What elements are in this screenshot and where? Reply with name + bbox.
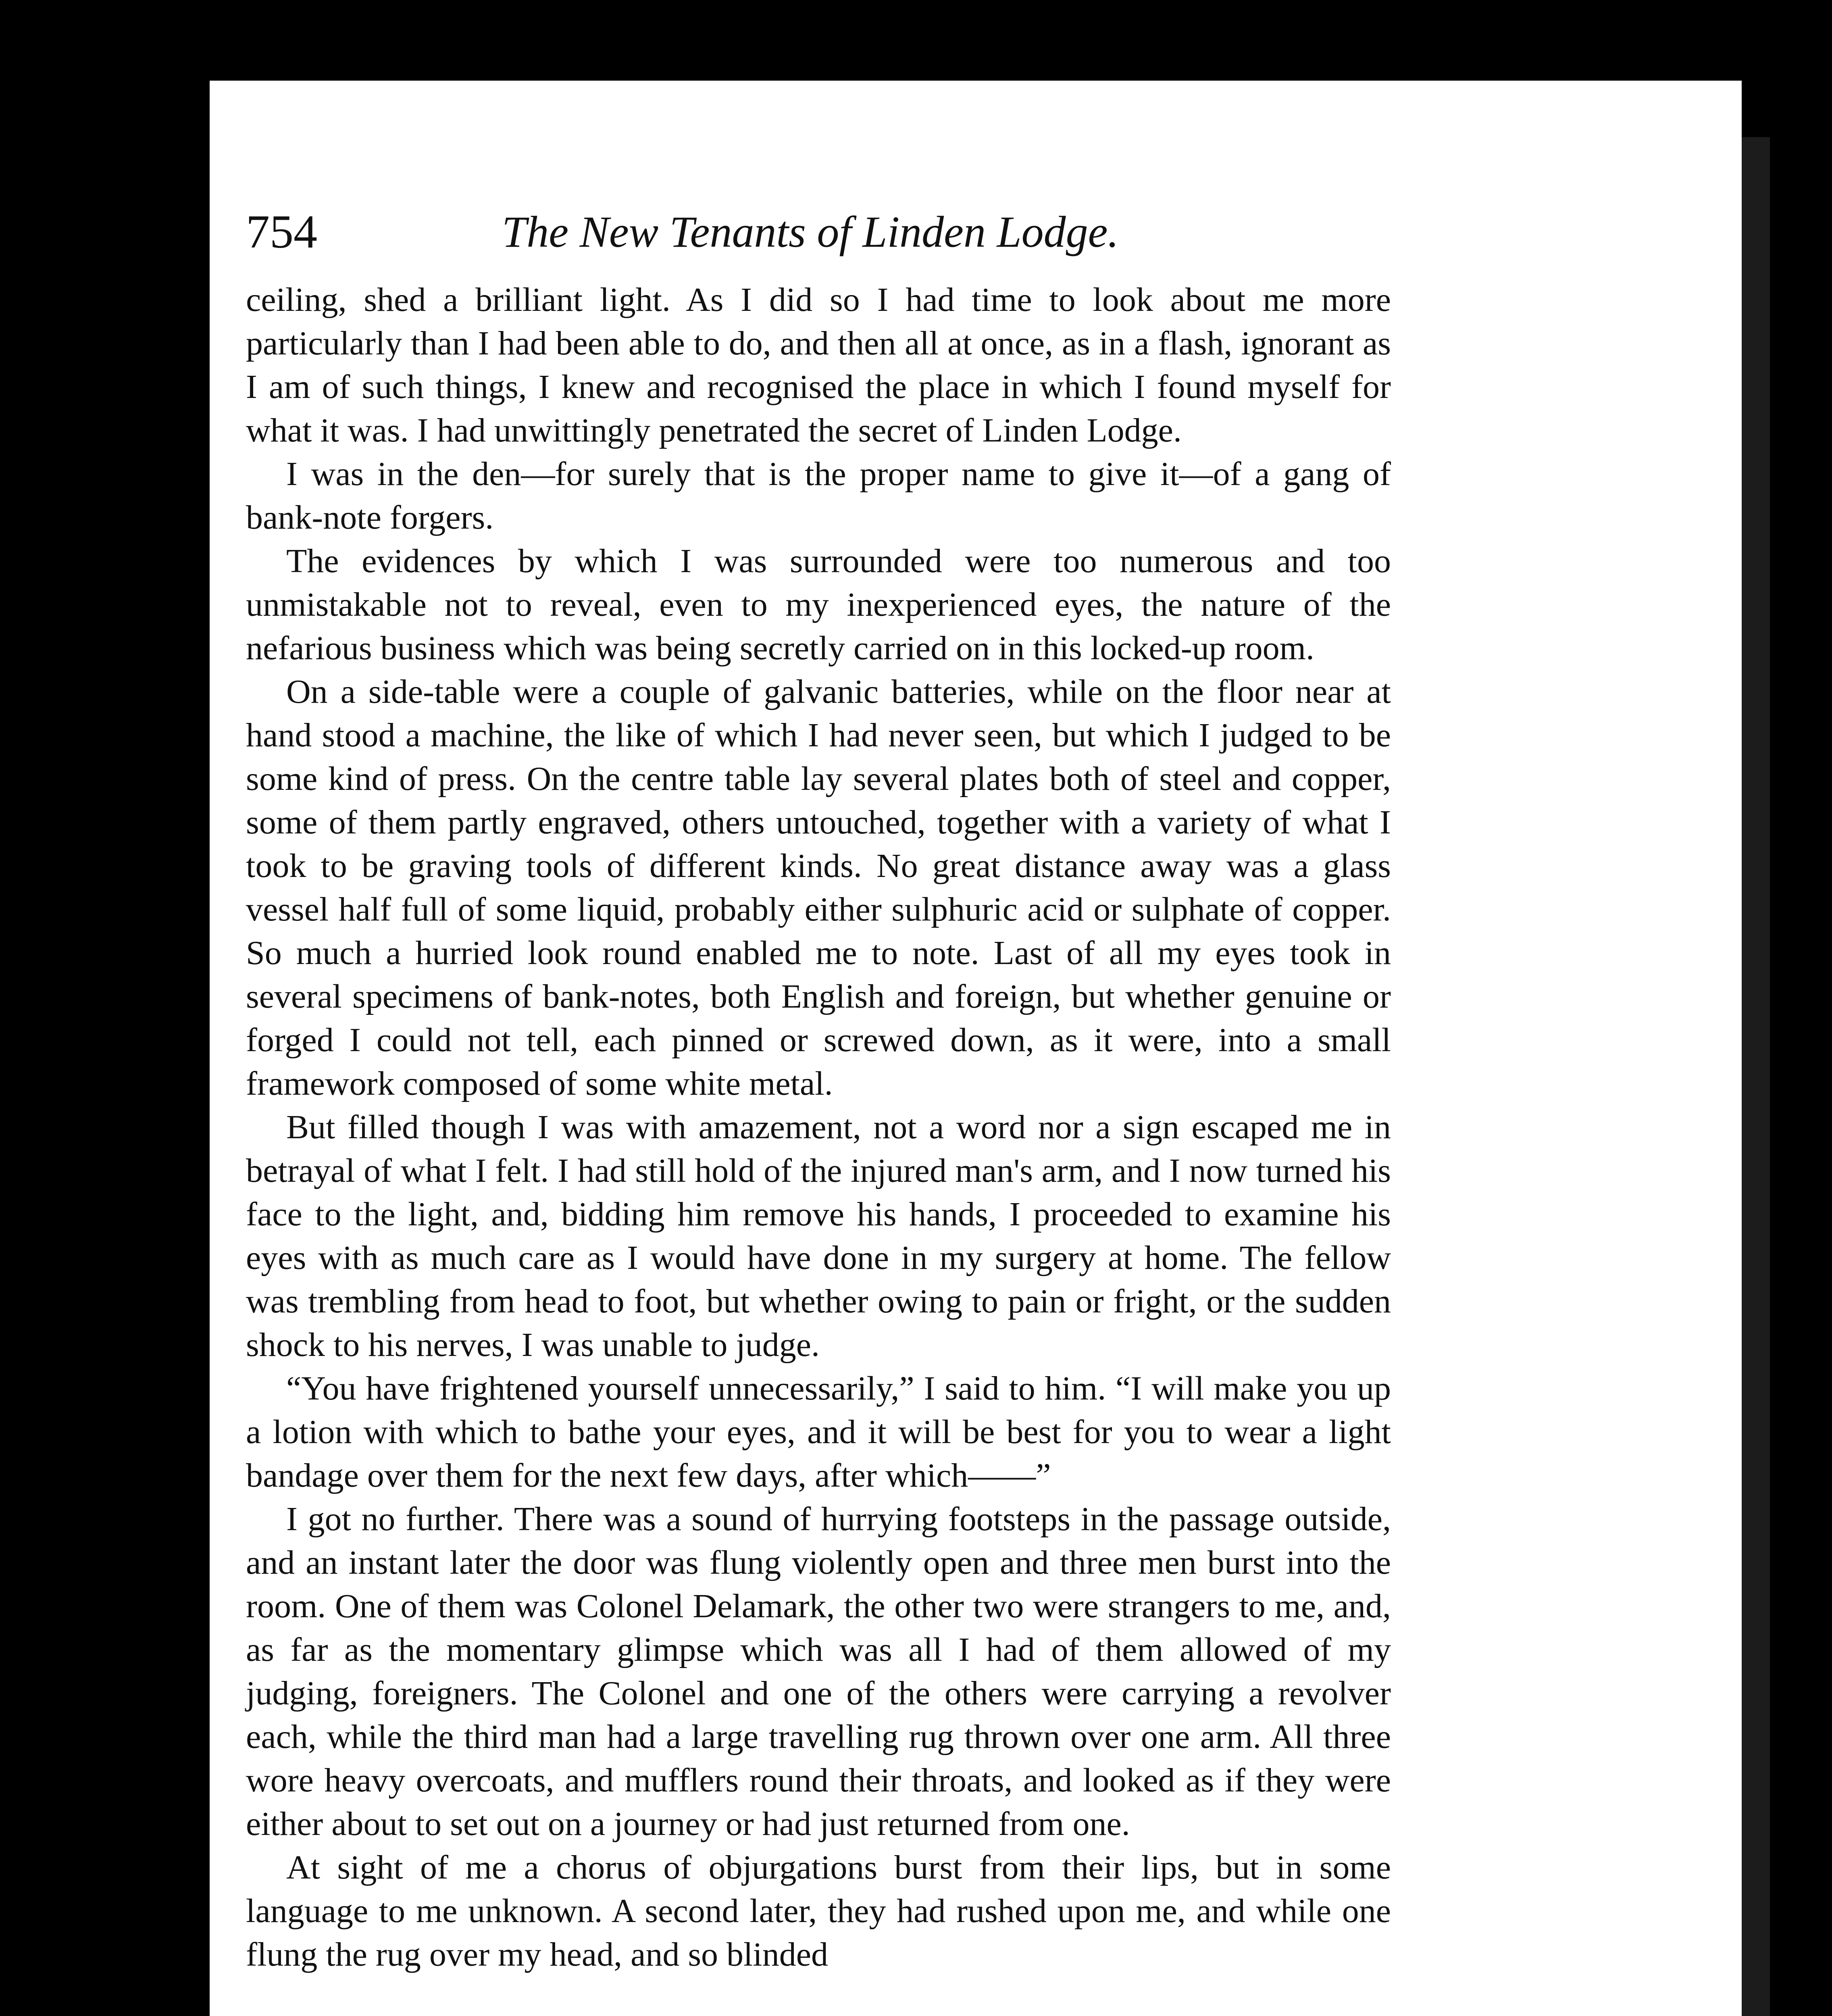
paragraph: “You have frightened yourself unnecessarily,” I said to him. “I will make you up a lotion with which to bathe your eyes, and it will be best for you to wear a light bandage over them for the next few days, after which——” bbox=[246, 1370, 1391, 1494]
paragraph: But filled though I was with amazement, not a word nor a sign escaped me in betrayal of what I felt. I had still hold of the injured man's arm, and I now turned his face to the light, and, bidding him remove his hands, I proceeded to examine his eyes with as much care as I would have done in my surgery at home. The fellow was trembling from head to foot, but whether owing to pain or fright, or the sudden shock to his nerves, I was unable to judge. bbox=[246, 1108, 1391, 1364]
paragraph: ceiling, shed a brilliant light. As I did so I had time to look about me more particularly than I had been able to do, and then all at once, as in a flash, ignorant as I am of such things, I knew and recognised the place in which I found myself for what it was. I had unwittingly penetrated the secret of Linden Lodge. bbox=[246, 281, 1391, 449]
paragraph: On a side-table were a couple of galvanic batteries, while on the floor near at hand stood a machine, the like of which I had never seen, but which I judged to be some kind of press. On the centre table lay several plates both of steel and copper, some of them partly engraved, others untouched, together with a variety of what I took to be graving tools of different kinds. No great distance away was a glass vessel half full of some liquid, probably either sulphuric acid or sulphate of copper. So much a hurried look round enabled me to note. Last of all my eyes took in several specimens of bank-notes, both English and foreign, but whether genuine or forged I could not tell, each pinned or screwed down, as it were, into a small framework composed of some white metal. bbox=[246, 673, 1391, 1102]
page-header bbox=[246, 194, 1375, 270]
page-number: 754 bbox=[246, 205, 317, 258]
paragraph: At sight of me a chorus of objurgations burst from their lips, but in some language to me unknown. A second later, they had rushed upon me, and while one flung the rug over my head, and so blinded bbox=[246, 1849, 1391, 1973]
body-text bbox=[246, 278, 1391, 1976]
paragraph: The evidences by which I was surrounded were too numerous and too unmistakable not to reveal, even to my inexperienced eyes, the nature of the nefarious business which was being secretly carried on in this locked-up room. bbox=[246, 542, 1391, 667]
page-edge-shadow bbox=[1742, 137, 1770, 2016]
paragraph: I was in the den—for surely that is the proper name to give it—of a gang of bank-note forgers. bbox=[246, 455, 1391, 536]
running-title: The New Tenants of Linden Lodge. bbox=[502, 207, 1119, 256]
paragraph: I got no further. There was a sound of hurrying footsteps in the passage outside, and an instant later the door was flung violently open and three men burst into the room. One of them was Colonel Delamark, the other two were strangers to me, and, as far as the momentary glimpse which was all I had of them allowed of my judging, foreigners. The Colonel and one of the others were carrying a revolver each, while the third man had a large travelling rug thrown over one arm. All three wore heavy overcoats, and mufflers round their throats, and looked as if they were either about to set out on a journey or had just returned from one. bbox=[246, 1500, 1391, 1843]
